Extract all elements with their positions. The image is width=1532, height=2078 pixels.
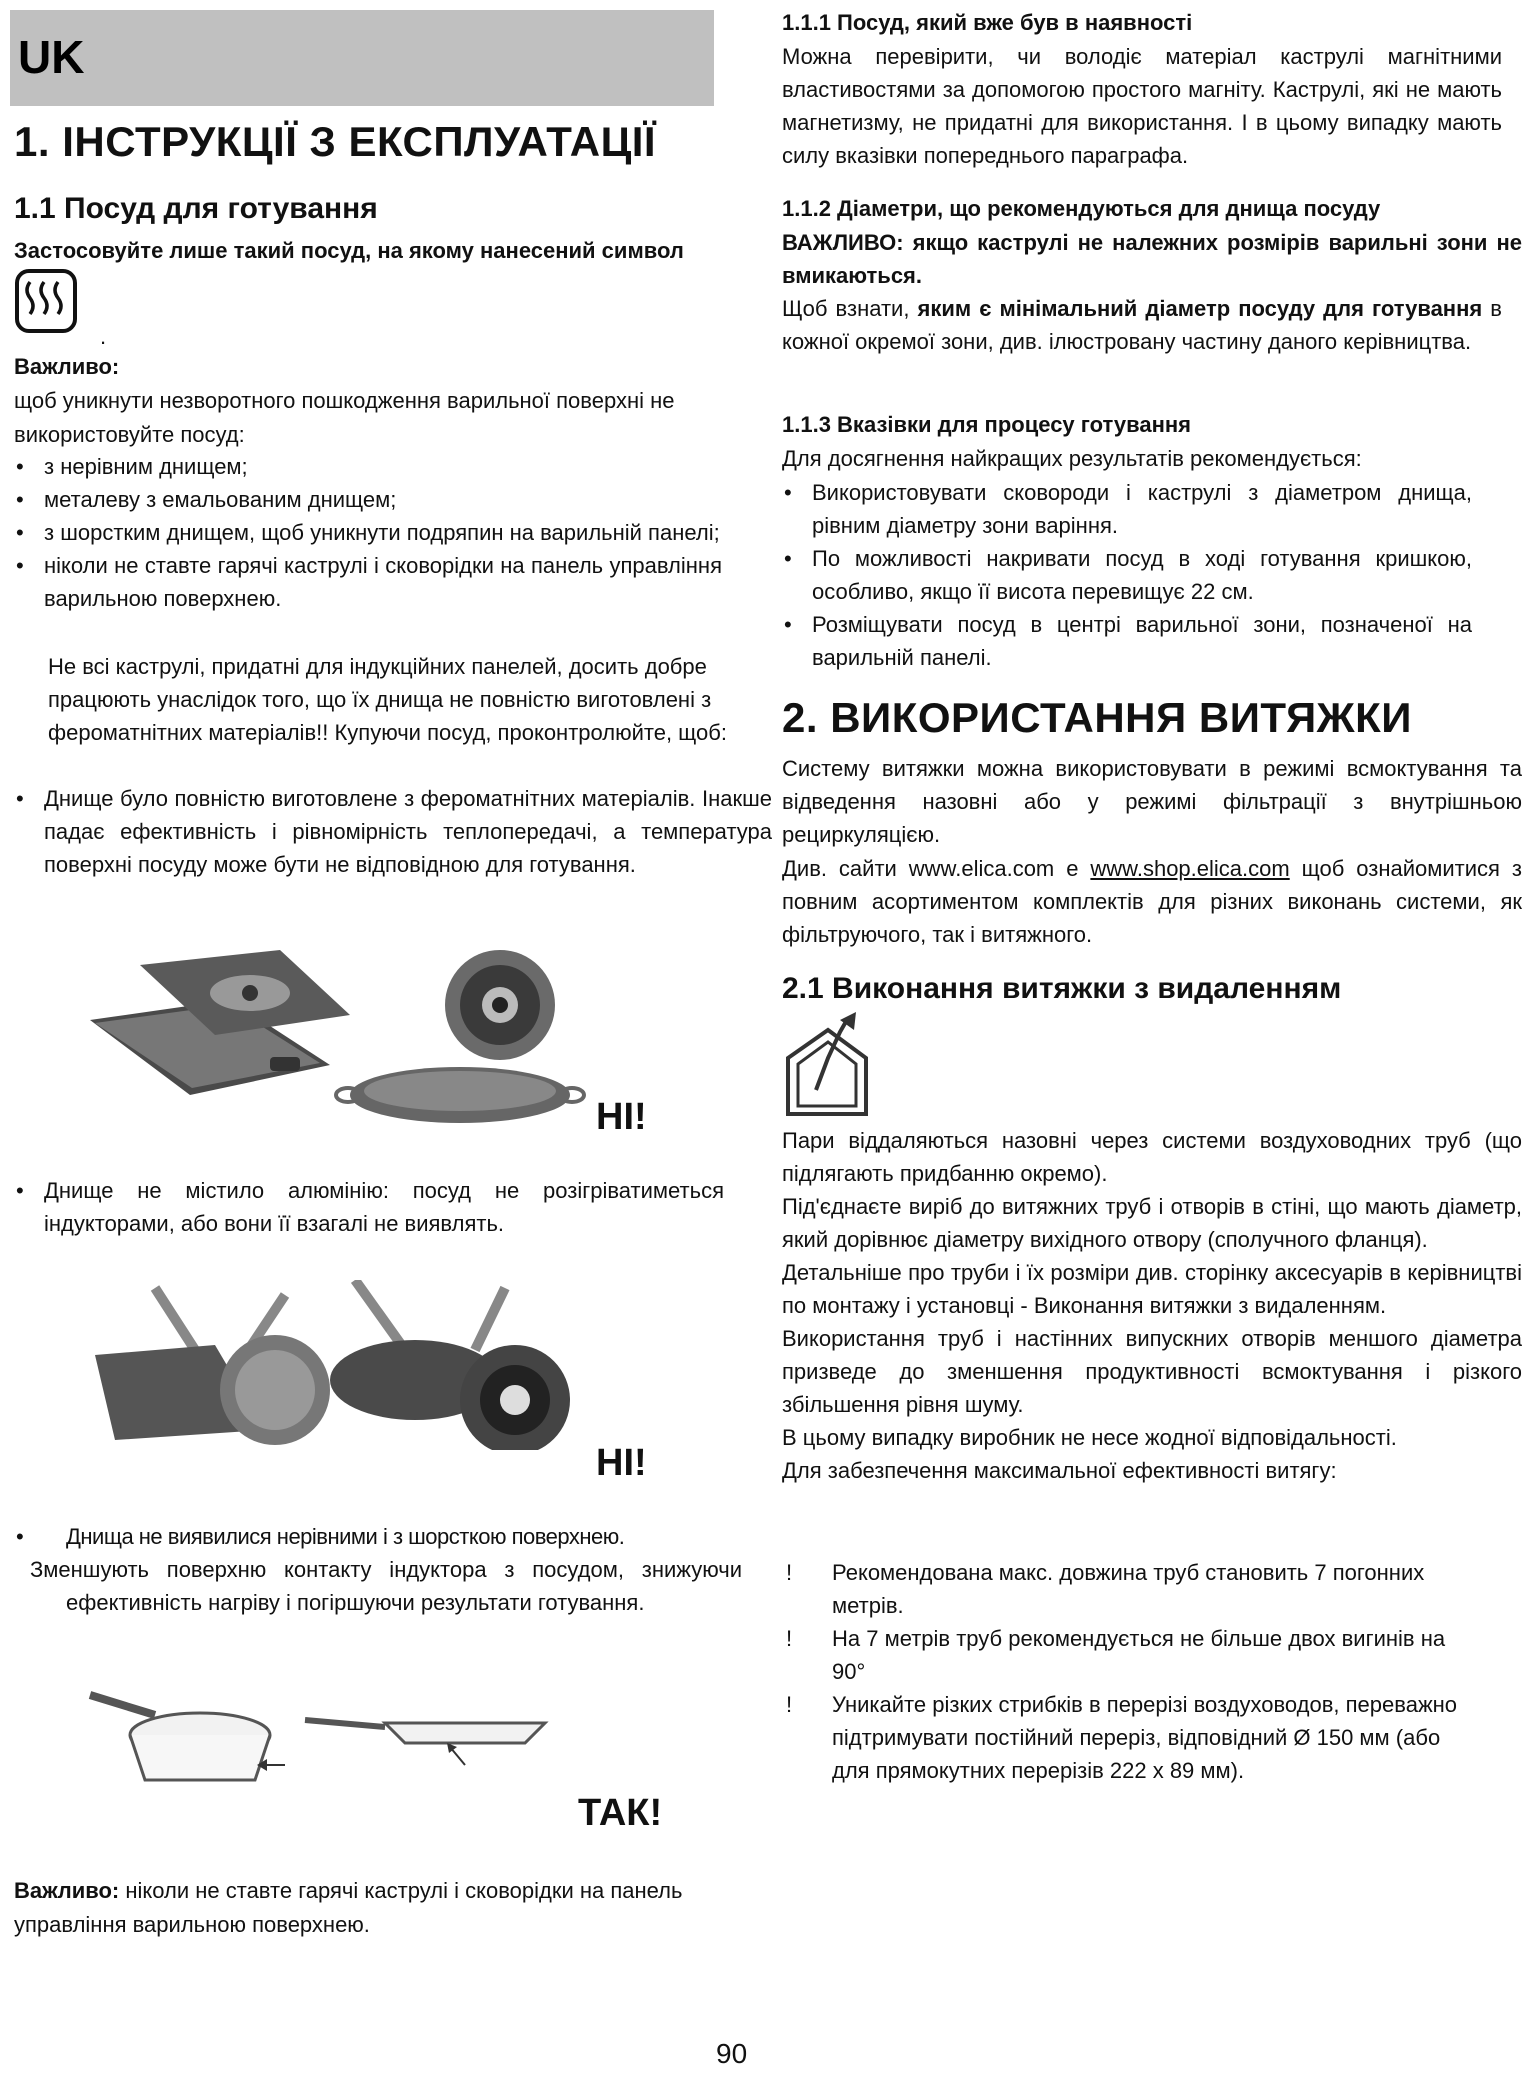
illustration-frying-pans [95,1280,595,1450]
ducted-line: Під'єднаєте виріб до витяжних труб і отворів в стіні, що мають діаметр, який дорівнює діаметру вихідного отвору (сполучного фланця). [782,1194,1522,1252]
heading-1-1-2: 1.1.2 Діаметри, що рекомендуються для днища посуду [782,196,1381,221]
para-1-1-2 [782,292,1502,358]
language-header [10,10,714,106]
list-item: • Днище не містило алюмінію: посуд не розігріватиметься індукторами, або вони її взагалі не виявлять. [14,1174,724,1240]
list-item [14,1520,734,1553]
list-item: • По можливості накривати посуд в ході готування кришкою, особливо, якщо її висота перевищує 22 см. [782,542,1472,608]
language-code: UK [18,31,85,83]
list-item: • Використовувати сковороди і каструлі з діаметром днища, рівним діаметру зони варіння. [782,476,1472,542]
important-text: щоб уникнути незворотного пошкодження варильної поверхні не використовуйте посуд: [14,388,675,447]
list-item: • з шорстким днищем, щоб уникнути подряпин на варильній панелі; [14,516,722,549]
shop-elica-link[interactable]: www.shop.elica.com [1090,856,1290,881]
illustration-correct-pans [85,1685,565,1795]
ducted-line: Для забезпечення максимальної ефективності витягу: [782,1458,1337,1483]
ducted-line: В цьому випадку виробник не несе жодної відповідальності. [782,1425,1397,1450]
efficiency-list [782,1556,1482,1787]
grill-pans-image [80,945,600,1145]
list-item: ! На 7 метрів труб рекомендується не більше двох вигинів на 90° [782,1622,1482,1688]
sites-text-1: Див. сайти www.elica.com е [782,856,1091,881]
bullet-dot: • [16,1524,24,1549]
section-1-title: 1. ІНСТРУКЦІЇ З ЕКСПЛУАТАЦІЇ [14,118,657,165]
para-1-1-2-part2: в кожної окремої зони, див. ілюстровану частину даного керівництва. [782,296,1502,354]
rough-paragraph: Зменшують поверхню контакту індуктора з посудом, знижуючи ефективність нагріву і погіршуючи результати готування. [30,1557,742,1615]
section-2-intro: Систему витяжки можна використовувати в режимі всмоктування та відведення назовні або у режимі фільтрації з внутрішньою рециркуляцією. [782,756,1522,847]
cooking-tips-list [782,476,1472,674]
no-label-1: НІ! [596,1096,647,1138]
para-1-1-2-warning: ВАЖЛИВО: якщо каструлі не належних розмірів варильні зони не вмикаються. [782,230,1522,288]
heading-2-1: 2.1 Виконання витяжки з видаленням [782,972,1342,1005]
induction-paragraph: Не всі каструлі, придатні для індукційних панелей, досить добре працюють унаслідок того, що їх днища не повністю виготовлені з фероматнітних матеріалів!! Купуючи посуд, проконтролюйте, щоб: [48,654,727,745]
para-1-1-1: Можна перевірити, чи володіє матеріал каструлі магнітними властивостями за допомогою простого магніту. Каструлі, які не мають магнетизму, не придатні для використання. І в цьому випадку мають силу вказівки попереднього параграфа. [782,44,1502,168]
list-item: ! Уникайте різких стрибків в перерізі воздуховодов, переважно підтримувати постійний переріз, відповідний Ø 150 мм (або для прямокутних перерізів 222 x 89 мм). [782,1688,1482,1787]
list-item: • ніколи не ставте гарячі каструлі і сковорідки на панель управління варильною поверхнею. [14,549,722,615]
no-label-2: НІ! [596,1442,647,1484]
house-exhaust-icon [782,1010,872,1118]
list-item: • з нерівним днищем; [14,450,722,483]
final-important-text: ніколи не ставте гарячі каструлі і сковорідки на панель управління варильною поверхнею. [14,1878,683,1937]
symbol-dot: . [100,324,107,349]
illustration-grill-and-pans [80,945,600,1145]
final-important-label: Важливо: [14,1878,120,1903]
section-2-sites [782,852,1522,951]
heading-1-1-1: 1.1.1 Посуд, який вже був в наявності [782,10,1193,35]
important-label: Важливо: [14,354,120,379]
ducted-mode-symbol [782,1010,872,1118]
frying-pans-image [95,1280,595,1450]
cookware-lead: Застосовуйте лише такий посуд, на якому нанесений символ [14,238,684,263]
para-1-1-2-bold: яким є мінімальний діаметр посуду для готування [917,296,1483,321]
sites-text-2: щоб ознайомитися з повним асортиментом комплектів для різних виконань системи, як фільтруючого, так і витяжного. [782,856,1522,947]
section-1-1-title: 1.1 Посуд для готування [14,192,378,225]
ducted-paragraphs [782,1124,1522,1487]
induction-coil-icon [14,268,114,338]
para-1-1-3: Для досягнення найкращих результатів рекомендується: [782,446,1362,471]
final-important [14,1874,774,1942]
list-item: ! Рекомендована макс. довжина труб становить 7 погонних метрів. [782,1556,1482,1622]
section-2-title: 2. ВИКОРИСТАННЯ ВИТЯЖКИ [782,694,1412,741]
para-1-1-2-part1: Щоб взнати, [782,296,918,321]
ducted-line: Пари віддаляються назовні через системи воздуховодних труб (що підлягають придбанню окремо). [782,1128,1522,1186]
ducted-line: Детальніше про труби і їх розміри див. сторінку аксесуарів в керівництві по монтажу і установці - Виконання витяжки з видаленням. [782,1260,1522,1318]
aluminium-bullet [14,1174,724,1240]
page-number: 90 [716,2038,748,2069]
avoid-list [14,450,722,615]
heading-1-1-3: 1.1.3 Вказівки для процесу готування [782,412,1191,437]
correct-pans-image [85,1685,565,1795]
ferromagnetic-bullet [14,782,772,881]
yes-label: ТАК! [578,1792,663,1834]
list-item: • Днище було повністю виготовлене з фероматнітних матеріалів. Інакше падає ефективність і рівномірність теплопередачі, а температура поверхні посуду може бути не відповідною для готування. [14,782,772,881]
ducted-line: Використання труб і настінних випускних отворів меншого діаметра призведе до зменшення продуктивності всмоктування і різкого збільшення рівня шуму. [782,1326,1522,1417]
induction-symbol [14,268,114,338]
list-item: • Розміщувати посуд в центрі варильної зони, позначеної на варильній панелі. [782,608,1472,674]
list-item: • металеву з емальованим днищем; [14,483,722,516]
list-item-text: Днища не виявилися нерівними і з шорсткою поверхнею. [66,1524,625,1549]
rough-bullet [14,1520,734,1553]
